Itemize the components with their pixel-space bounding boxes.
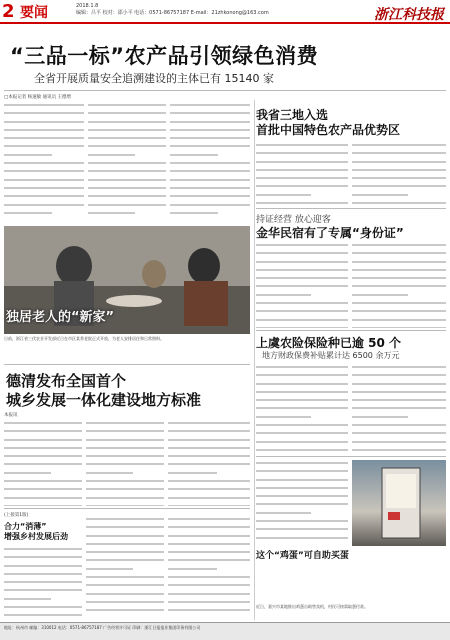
text-line: [4, 614, 82, 618]
column-rule: [254, 100, 255, 620]
page-number: 2: [2, 1, 15, 22]
text-line: [256, 277, 348, 283]
text-line: [168, 609, 250, 615]
text-line: [4, 447, 82, 453]
text-line: [86, 518, 164, 524]
text-line: [256, 374, 348, 380]
main-body-col2: [88, 102, 166, 220]
text-line: [352, 391, 446, 397]
text-line: [86, 543, 164, 549]
text-line: [352, 424, 446, 430]
text-line: [256, 302, 348, 308]
text-line: [86, 497, 164, 503]
text-line: [168, 505, 250, 506]
left-story-byline: 本报讯: [4, 413, 18, 418]
text-line: [256, 495, 348, 501]
bottom-left-line2: 增强乡村发展后劲: [4, 532, 68, 541]
text-line: [88, 129, 166, 135]
right-story3-body-col3: [256, 460, 348, 540]
text-line: [170, 121, 250, 127]
right-story2-body-col2: [352, 242, 446, 328]
text-line: [4, 472, 51, 478]
text-line: [256, 399, 348, 405]
divider: [256, 208, 446, 209]
text-line: [256, 479, 348, 485]
text-line: [256, 383, 348, 389]
text-line: [4, 565, 82, 571]
text-line: [4, 112, 84, 118]
issue-date: 2018.1.8: [76, 3, 99, 9]
text-line: [352, 327, 446, 328]
text-line: [86, 439, 164, 445]
main-body-col3: [170, 102, 250, 220]
text-line: [4, 606, 82, 612]
text-line: [170, 145, 250, 151]
text-line: [168, 430, 250, 436]
left-story-body-col1: [4, 420, 82, 506]
text-line: [86, 505, 164, 506]
text-line: [4, 480, 82, 486]
text-line: [256, 319, 348, 325]
text-line: [88, 195, 166, 201]
vending-illustration: [352, 460, 446, 546]
text-line: [256, 261, 348, 267]
text-line: [352, 383, 446, 389]
text-line: [4, 488, 82, 494]
editor-line: 编辑：吕平 校对：邵小平 电话：0571-86757187 E-mail：21zhkonong@163.com: [76, 10, 269, 16]
text-line: [352, 144, 446, 150]
text-line: [170, 162, 250, 168]
main-subheadline: 全省开展质量安全追溯建设的主体已有 15140 家: [34, 72, 274, 85]
bottom-body-col1: [4, 546, 82, 618]
text-line: [86, 447, 164, 453]
text-line: [352, 449, 446, 454]
text-line: [256, 161, 348, 167]
text-line: [4, 430, 82, 436]
text-line: [4, 581, 82, 587]
text-line: [168, 543, 250, 549]
right-story3-body-col1: [256, 364, 348, 454]
text-line: [88, 212, 135, 218]
right-story1-line1: 我省三地入选: [256, 108, 329, 122]
text-line: [170, 170, 250, 176]
photo-caption: 日前，浙江省三伏农业开发部近日在市区某养老院正式开放，为老人安排居住和日常照料。: [4, 336, 164, 341]
text-line: [256, 470, 348, 476]
text-line: [352, 277, 446, 283]
text-line: [352, 269, 446, 275]
text-line: [86, 488, 164, 494]
text-line: [256, 424, 348, 430]
text-line: [256, 520, 348, 526]
text-line: [170, 204, 250, 210]
text-line: [170, 104, 250, 110]
right-story1-body-col2: [352, 142, 446, 206]
text-line: [86, 568, 133, 574]
text-line: [352, 432, 446, 438]
text-line: [4, 439, 82, 445]
bottom-right-caption: 近日，嘉兴市某地推出鸡蛋自助售卖机，村民可按需取蛋付款。: [256, 604, 368, 609]
text-line: [352, 416, 408, 422]
text-line: [256, 152, 348, 158]
text-line: [168, 463, 250, 469]
text-line: [168, 472, 217, 478]
main-headline: “三品一标”农产品引领绿色消费: [10, 44, 319, 68]
right-story2-headline: 金华民宿有了专属“身份证”: [256, 226, 404, 240]
text-line: [86, 551, 164, 557]
text-line: [256, 244, 348, 250]
text-line: [4, 170, 84, 176]
text-line: [86, 472, 133, 478]
text-line: [168, 568, 217, 574]
text-line: [168, 559, 250, 565]
text-line: [4, 463, 82, 469]
text-line: [352, 244, 446, 250]
text-line: [352, 407, 446, 413]
text-line: [86, 559, 164, 565]
bottom-right-headline: 这个“鸡蛋”可自助买蛋: [256, 551, 349, 561]
text-line: [256, 366, 348, 372]
text-line: [256, 185, 348, 191]
text-line: [86, 422, 164, 428]
divider: [4, 508, 250, 509]
text-line: [170, 129, 250, 135]
text-line: [88, 187, 166, 193]
divider: [256, 456, 446, 457]
text-line: [256, 391, 348, 397]
text-line: [4, 145, 84, 151]
text-line: [256, 310, 348, 316]
text-line: [256, 503, 348, 509]
text-line: [4, 187, 84, 193]
text-line: [256, 432, 348, 438]
text-line: [256, 144, 348, 150]
text-line: [4, 204, 84, 210]
text-line: [352, 294, 408, 300]
text-line: [256, 252, 348, 258]
text-line: [4, 179, 84, 185]
text-line: [86, 480, 164, 486]
right-story2-body-col1: [256, 242, 348, 328]
text-line: [4, 121, 84, 127]
left-story-line2: 城乡发展一体化建设地方标准: [6, 391, 202, 409]
text-line: [4, 162, 84, 168]
text-line: [4, 455, 82, 461]
text-line: [352, 194, 408, 200]
bottom-left-line1: 合力“消薄”: [4, 522, 47, 531]
right-story3-headline: 上虞农险保险种已逾 50 个: [256, 336, 402, 350]
text-line: [256, 528, 348, 534]
text-line: [168, 601, 250, 607]
text-line: [86, 584, 164, 590]
divider: [4, 364, 250, 365]
text-line: [256, 202, 348, 206]
divider: [4, 90, 446, 91]
left-story-line1: 德清发布全国首个: [6, 372, 127, 390]
text-line: [86, 609, 164, 615]
text-line: [4, 497, 82, 503]
left-story-body-col3: [168, 420, 250, 506]
text-line: [352, 374, 446, 380]
text-line: [88, 170, 166, 176]
text-line: [256, 462, 348, 468]
text-line: [256, 487, 348, 493]
main-body-col1: [4, 102, 84, 220]
text-line: [352, 441, 446, 447]
divider: [256, 330, 446, 331]
text-line: [168, 488, 250, 494]
text-line: [4, 589, 82, 595]
text-line: [88, 112, 166, 118]
text-line: [256, 441, 348, 447]
text-line: [352, 285, 446, 291]
text-line: [168, 447, 250, 453]
text-line: [4, 422, 82, 428]
masthead: 浙江科技报: [374, 7, 444, 23]
text-line: [256, 194, 311, 200]
vending-machine-photo: [352, 460, 446, 546]
text-line: [4, 212, 52, 218]
right-story3-subheadline: 地方财政保费补贴累计达 6500 余万元: [262, 351, 400, 360]
text-line: [4, 548, 82, 554]
text-line: [352, 185, 446, 191]
text-line: [170, 195, 250, 201]
text-line: [88, 104, 166, 110]
main-byline: □本报记者 杨速敏 通讯员 王德增: [4, 95, 72, 100]
text-line: [170, 212, 218, 218]
text-line: [168, 455, 250, 461]
text-line: [88, 162, 166, 168]
right-story1-line2: 首批中国特色农产品优势区: [256, 123, 401, 137]
text-line: [168, 593, 250, 599]
text-line: [86, 526, 164, 532]
left-story-headline: [6, 372, 246, 410]
text-line: [256, 537, 348, 540]
text-line: [352, 366, 446, 372]
text-line: [86, 601, 164, 607]
text-line: [86, 576, 164, 582]
bottom-body-col3: [168, 516, 250, 618]
text-line: [168, 480, 250, 486]
text-line: [4, 598, 51, 604]
text-line: [352, 310, 446, 316]
text-line: [88, 204, 166, 210]
text-line: [86, 535, 164, 541]
text-line: [88, 154, 135, 160]
text-line: [256, 177, 348, 183]
text-line: [4, 195, 84, 201]
text-line: [168, 497, 250, 503]
text-line: [352, 152, 446, 158]
text-line: [352, 252, 446, 258]
text-line: [352, 202, 446, 206]
text-line: [352, 319, 446, 325]
text-line: [170, 137, 250, 143]
text-line: [256, 294, 311, 300]
text-line: [256, 449, 348, 454]
text-line: [88, 145, 166, 151]
text-line: [4, 556, 82, 562]
text-line: [168, 584, 250, 590]
header-info: [76, 3, 269, 17]
text-line: [4, 137, 84, 143]
text-line: [4, 505, 82, 506]
text-line: [168, 518, 250, 524]
text-line: [256, 169, 348, 175]
text-line: [88, 137, 166, 143]
text-line: [88, 121, 166, 127]
text-line: [352, 261, 446, 267]
text-line: [170, 112, 250, 118]
text-line: [86, 455, 164, 461]
text-line: [168, 526, 250, 532]
text-line: [352, 399, 446, 405]
text-line: [256, 407, 348, 413]
text-line: [170, 187, 250, 193]
text-line: [168, 535, 250, 541]
right-story1-headline: [256, 108, 446, 138]
section-title: 要闻: [20, 5, 48, 21]
text-line: [168, 576, 250, 582]
photo-title: 独居老人的“新家”: [6, 310, 115, 325]
text-line: [352, 161, 446, 167]
text-line: [4, 104, 84, 110]
bottom-continued-label: (上接第1版): [4, 513, 29, 518]
text-line: [352, 302, 446, 308]
left-story-body-col2: [86, 420, 164, 506]
text-line: [256, 416, 311, 422]
text-line: [256, 512, 311, 518]
page-footer: 地址：杭州市 邮编：310012 电话：0571-86757187 广告经营许可证 印刷：浙江日报报业集团印务有限公司: [0, 622, 450, 640]
text-line: [86, 430, 164, 436]
text-line: [170, 154, 218, 160]
text-line: [4, 154, 52, 160]
text-line: [352, 169, 446, 175]
right-story2-kicker: 持证经营 放心迎客: [256, 215, 331, 225]
text-line: [352, 177, 446, 183]
text-line: [4, 129, 84, 135]
text-line: [256, 285, 348, 291]
text-line: [168, 422, 250, 428]
text-line: [4, 573, 82, 579]
bottom-left-headline: [4, 522, 68, 542]
text-line: [86, 593, 164, 599]
text-line: [88, 179, 166, 185]
text-line: [86, 463, 164, 469]
text-line: [256, 269, 348, 275]
text-line: [168, 551, 250, 557]
page-header: [0, 0, 450, 24]
right-story3-body-col2: [352, 364, 446, 454]
bottom-body-col2: [86, 516, 164, 618]
text-line: [168, 439, 250, 445]
text-line: [170, 179, 250, 185]
right-story1-body-col1: [256, 142, 348, 206]
text-line: [256, 327, 348, 328]
